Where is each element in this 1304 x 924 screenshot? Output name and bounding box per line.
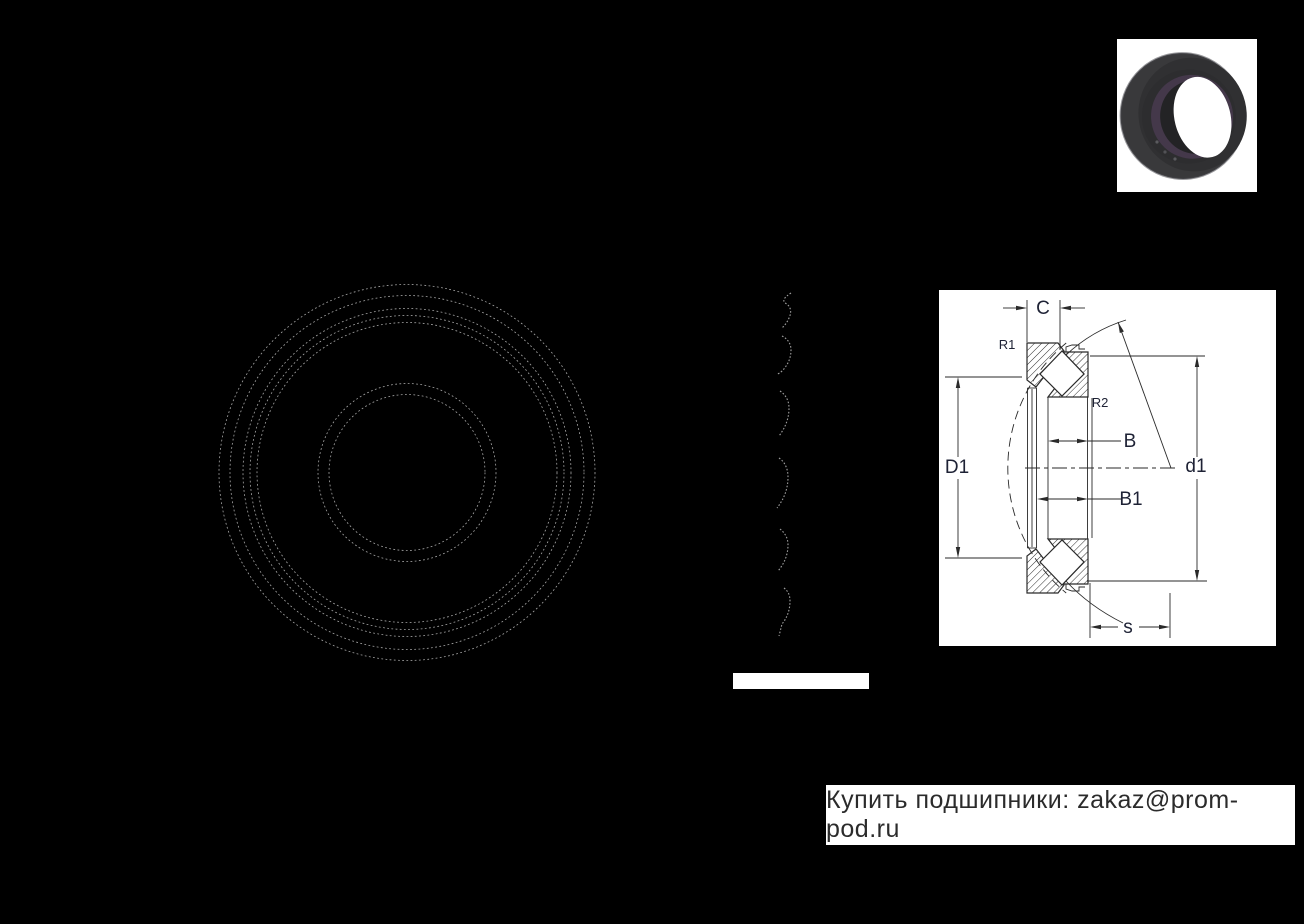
dim-d1 — [1087, 356, 1207, 581]
dim-s — [1090, 583, 1170, 638]
label-R2: R2 — [1091, 395, 1109, 410]
front-view-bore-circle — [318, 384, 496, 562]
front-view-outer-circle — [219, 285, 595, 661]
contact-info-text: Купить подшипники: zakaz@prom-pod.ru — [826, 786, 1239, 843]
label-B: B — [1123, 431, 1137, 452]
contact-info-box — [826, 785, 1295, 845]
label-s: s — [1123, 617, 1133, 638]
label-B1: B1 — [1119, 489, 1143, 510]
cage-detail-upper — [1066, 345, 1085, 352]
product-photo-box — [1117, 39, 1257, 192]
front-view-bore-circle-inner — [329, 395, 485, 551]
front-view-circle-5 — [257, 323, 557, 623]
label-D1: D1 — [944, 457, 970, 478]
cross-section-drawing — [939, 290, 1276, 646]
sphere-arc-top — [1066, 320, 1126, 355]
bearing-photo — [1117, 39, 1257, 192]
cross-section-panel — [939, 290, 1276, 646]
front-view-circle-2 — [230, 296, 584, 650]
roller-outline-squiggles — [777, 293, 791, 636]
label-R1: R1 — [998, 337, 1016, 352]
front-view-circle-4 — [250, 316, 564, 630]
bearing-front-view — [219, 285, 595, 661]
dim-B1 — [1037, 489, 1143, 510]
white-bar — [733, 673, 869, 689]
dim-D1 — [945, 377, 1022, 558]
label-d1: d1 — [1185, 456, 1207, 477]
front-view-circle-3 — [243, 309, 571, 637]
sphere-radius-arrowhead — [1118, 322, 1124, 333]
label-C: C — [1036, 298, 1050, 319]
sphere-arc-bottom — [1066, 581, 1123, 623]
